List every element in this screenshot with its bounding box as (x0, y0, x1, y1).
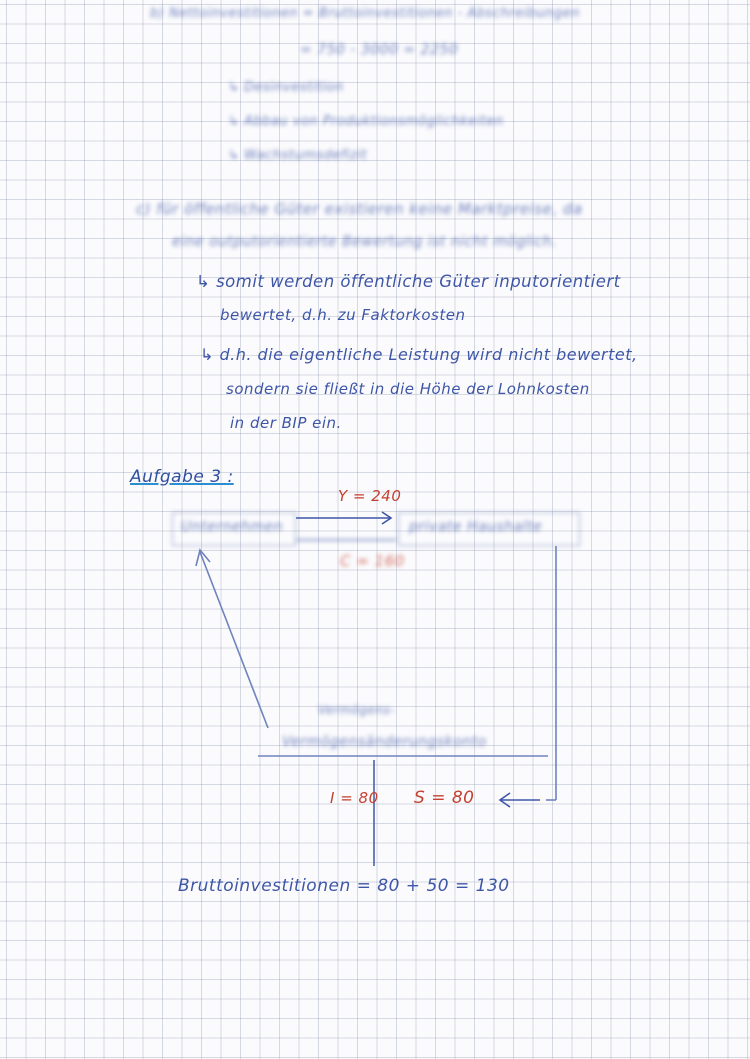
line-calculation: = 750 - 3000 = 2250 (300, 42, 459, 58)
label-flow-s: S = 80 (414, 788, 475, 808)
gross-investment-equation: Bruttoinvestitionen = 80 + 50 = 130 (178, 876, 510, 896)
line-c: c) für öffentliche Güter existieren keine Marktpreise, da (136, 200, 583, 218)
line-wachstumsdefizit: ↳ Wachstumsdefizit (228, 148, 368, 163)
text-line-5: in der BIP ein. (230, 414, 342, 432)
text-line-1: ↳ somit werden öffentliche Güter inputorientiert (196, 272, 621, 291)
line-desinvestition: ↳ Desinvestition (228, 80, 344, 95)
investment-diagonal-arrow (200, 552, 268, 728)
box-unternehmen (172, 512, 296, 546)
box-unternehmen-label: Unternehmen (181, 519, 283, 535)
line-b: b) Nettoinvestitionen = Bruttoinvestitionen - Abschreibungen (150, 6, 580, 21)
text-line-4: sondern sie fließt in die Höhe der Lohnkosten (226, 380, 590, 398)
text-line-2: bewertet, d.h. zu Faktorkosten (220, 306, 466, 324)
line-c-continuation: eine outputorientierte Bewertung ist nicht möglich. (172, 234, 558, 250)
box-private-haushalte-label: private Haushalte (409, 519, 543, 535)
label-flow-c: C = 160 (340, 552, 405, 570)
line-abbau: ↳ Abbau von Produktionsmöglichkeiten (228, 114, 504, 129)
sector-large-label: Vermögensänderungskonto (282, 734, 487, 750)
label-flow-y: Y = 240 (338, 487, 402, 505)
text-line-3: ↳ d.h. die eigentliche Leistung wird nicht bewertet, (200, 345, 638, 364)
label-flow-i: I = 80 (330, 789, 379, 807)
sector-small-label: Vermögens- (318, 703, 396, 717)
box-private-haushalte (398, 512, 580, 546)
exercise-heading: Aufgabe 3 : (130, 467, 234, 487)
